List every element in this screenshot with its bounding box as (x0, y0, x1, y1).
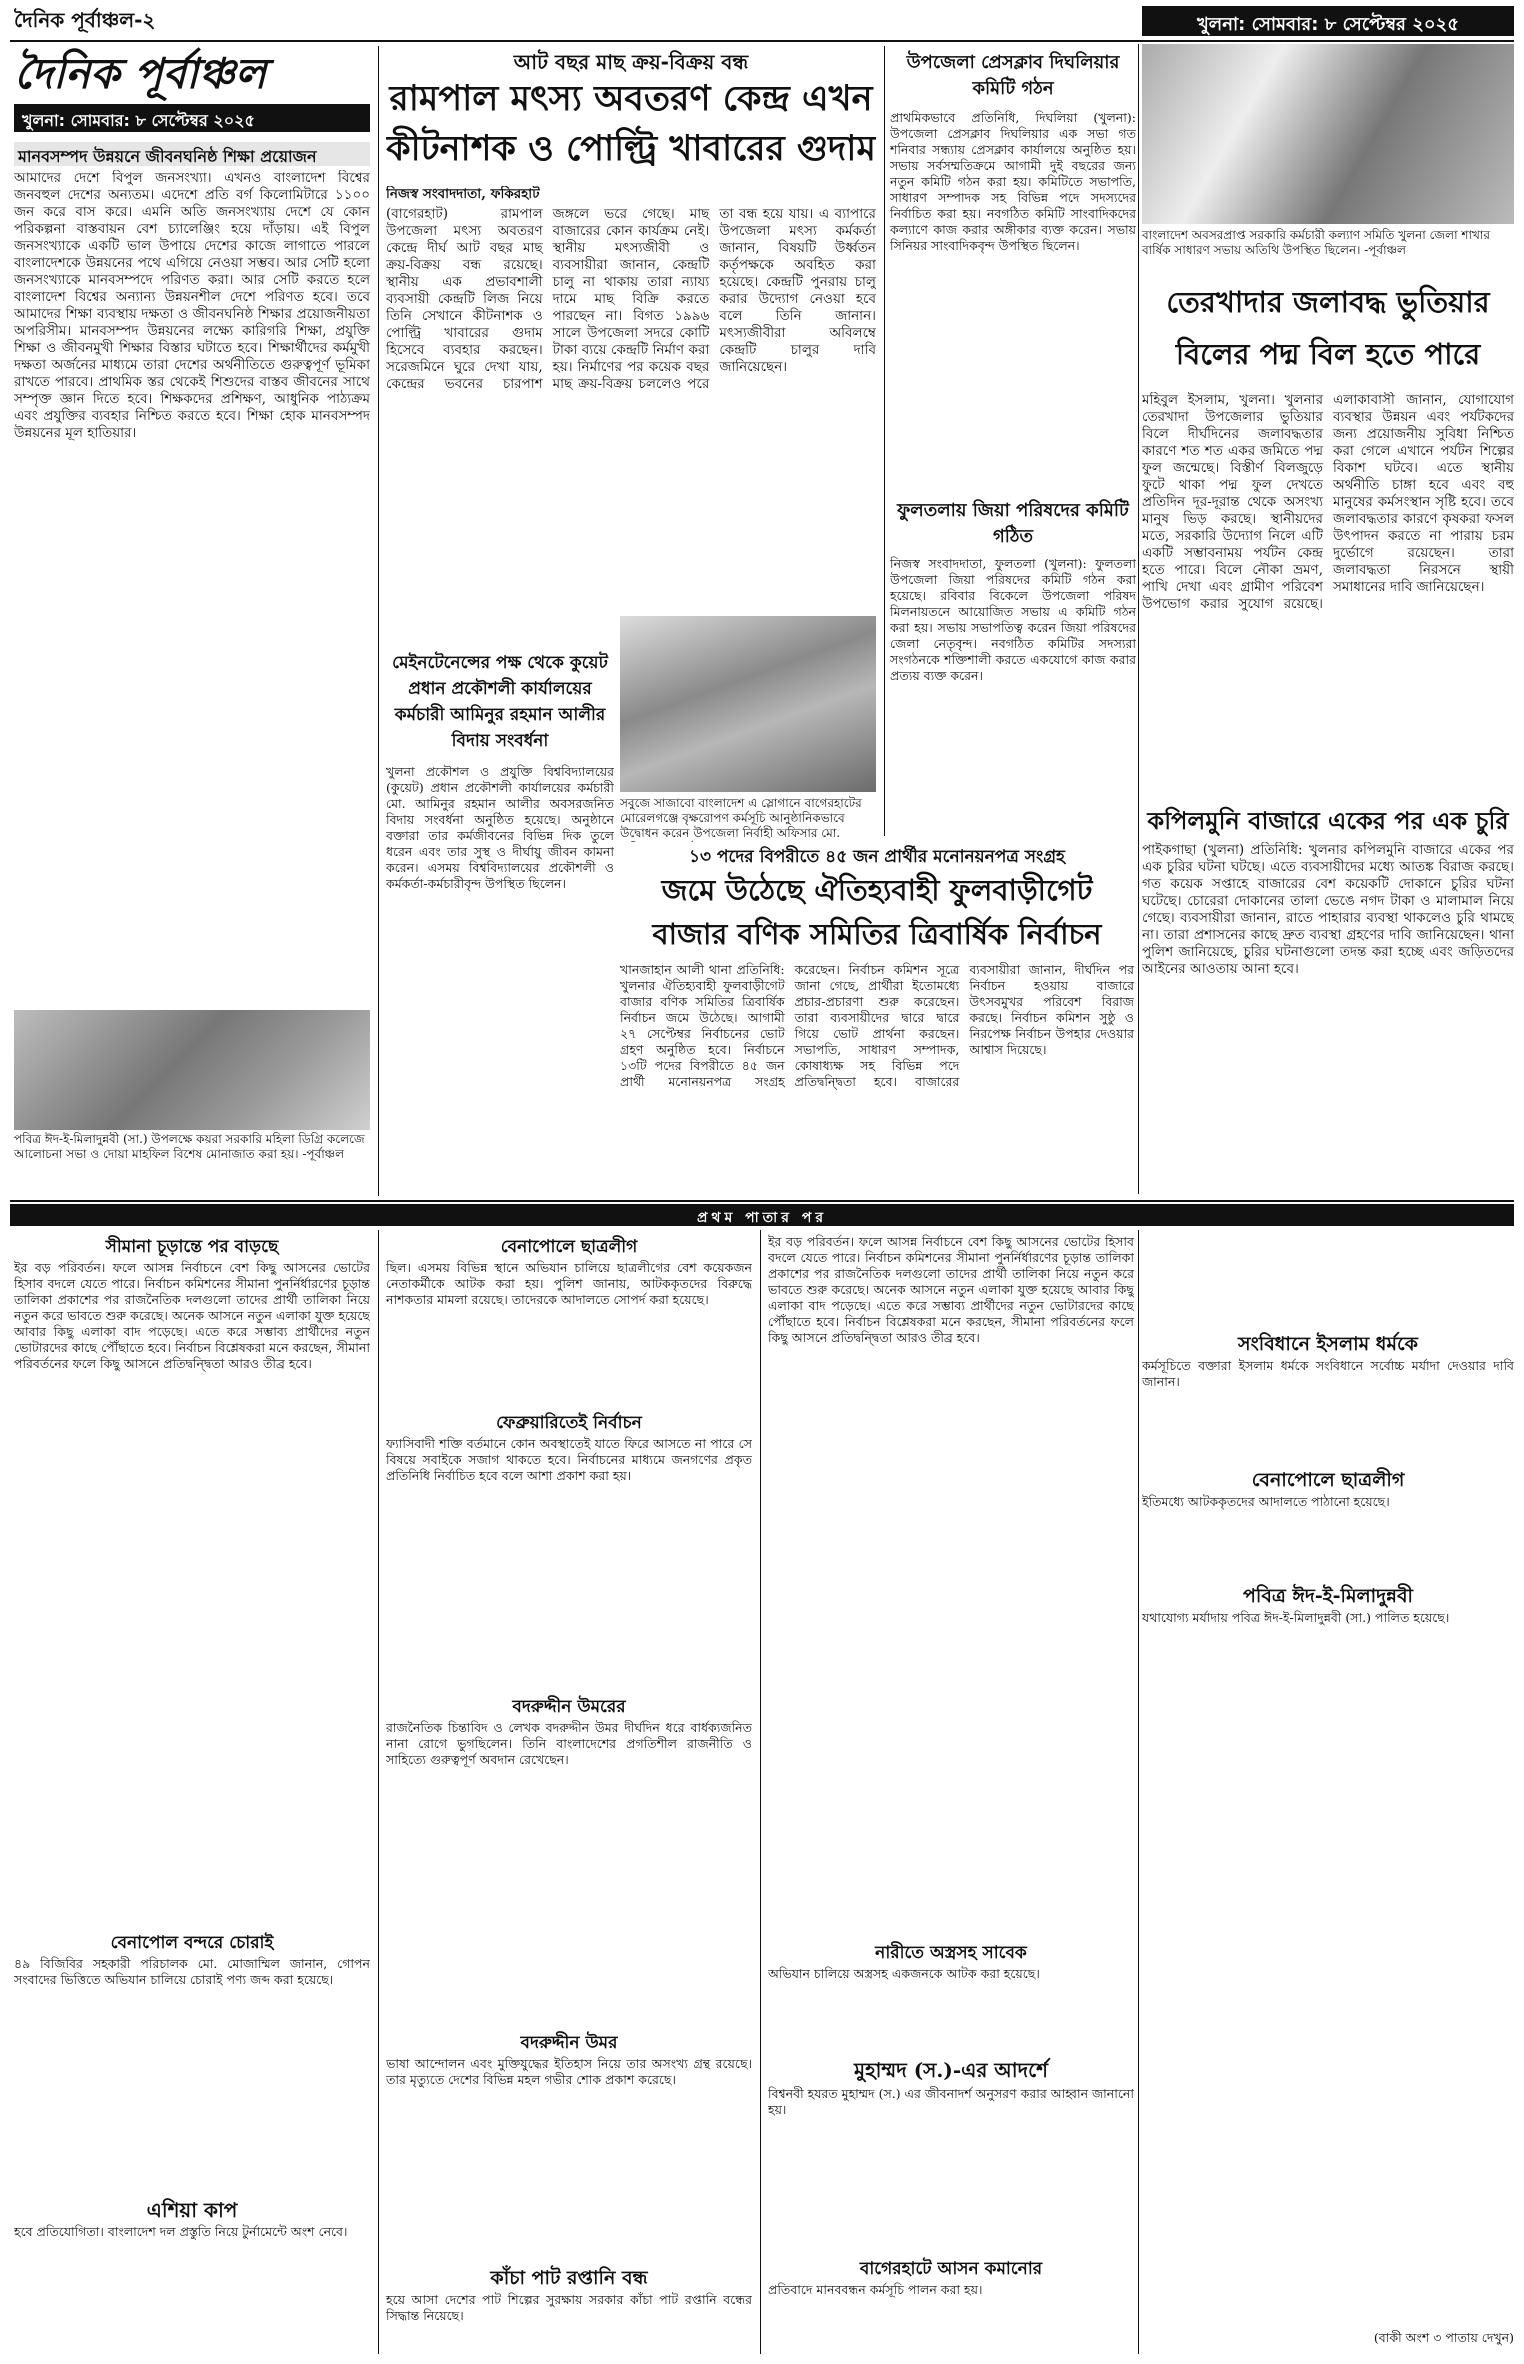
cont-col3-body: ইর বড় পরিবর্তন। ফলে আসন্ন নির্বাচনে বেশ কিছু আসনের ভোটের হিসাব বদলে যেতে পারে। নির্বাচন কমিশনের সীমানা পুনর্নির্ধারণের চূড়ান্ত তালিকা প্রকাশের পর রাজনৈতিক দলগুলো তাদের প্রার্থী তালিকা নিয়ে নতুন করে ভাবতে শুরু করেছে। অনেক আসনে নতুন এলাকা যুক্ত হয়েছে আবার কিছু এলাকা বাদ পড়েছে। এতে করে সম্ভাব্য প্রার্থীদের নতুন ভোটারদের কাছে পৌঁছাতে হবে। নির্বাচন বিশ্লেষকরা মনে করছেন, সীমানা পরিবর্তনের ফলে কিছু আসনে প্রতিদ্বন্দ্বিতা আরও তীব্র হবে। (768, 1234, 1134, 1345)
editorial-body: আমাদের দেশে বিপুল জনসংখ্যা। এখনও বাংলাদেশ বিশ্বের জনবহুল দেশের অন্যতম। এদেশে প্রতি বর্গ কিলোমিটারে ১১০০ জন করে বাস করে। এমনি অতি জনসংখ্যায় দেশে যে কোন পরিকল্পনা বাস্তবায়ন বেশ চ্যালেঞ্জিং হয়ে দাঁড়ায়। এই বিপুল জনসংখ্যাকে একটি ভাল উপায়ে দেশের কাজে লাগাতে পারলে বাংলাদেশকে উন্নয়নের পথে এগিয়ে নেওয়া সম্ভব। আর সেটি হলো জনসংখ্যাকে মানবসম্পদে পরিণত করা। আর সেটি করতে হলে বাংলাদেশ বিশ্বের অন্যান্য উন্নয়নশীল দেশে পরিণত হবে। তবে আমাদের শিক্ষা ব্যবস্থায় দক্ষতা ও জীবনঘনিষ্ঠ শিক্ষার প্রয়োজনীয়তা অপরিসীম। মানবসম্পদ উন্নয়নের লক্ষ্যে কারিগরি শিক্ষা, প্রযুক্তি শিক্ষা ও জীবনমুখী শিক্ষার বিস্তার ঘটাতে হবে। শিক্ষার্থীদের কর্মমুখী দক্ষতা অর্জনের মাধ্যমে তারা দেশের অর্থনীতিতে গুরুত্বপূর্ণ ভূমিকা রাখতে পারবে। প্রাথমিক স্তর থেকেই শিশুদের বাস্তব জীবনের সাথে সম্পৃক্ত জ্ঞান দিতে হবে। শিক্ষকদের প্রশিক্ষণ, আধুনিক পাঠ্যক্রম এবং প্রযুক্তির ব্যবহার নিশ্চিত করতে হবে। শিক্ষা হোক মানবসম্পদ উন্নয়নের মূল হাতিয়ার। (14, 170, 370, 441)
phultala-title: ফুলতলায় জিয়া পরিষদের কমিটি গঠিত (897, 500, 1129, 547)
press-club-title: উপজেলা প্রেসক্লাব দিঘলিয়ার কমিটি গঠন (906, 52, 1120, 99)
kuet-body: খুলনা প্রকৌশল ও প্রযুক্তি বিশ্ববিদ্যালয়ের (কুয়েট) প্রধান প্রকৌশলী কার্যালয়ের কর্মচারী মো. আমিনুর রহমান আলীর অবসরজনিত বিদায় সংবর্ধনা অনুষ্ঠিত হয়েছে। অনুষ্ঠানে বক্তারা তার কর্মজীবনের বিভিন্ন দিক তুলে ধরেন এবং তার সুস্থ ও দীর্ঘায়ু জীবন কামনা করেন। এসময় বিশ্ববিদ্যালয়ের প্রকৌশলী ও কর্মকর্তা-কর্মচারীবৃন্দ উপস্থিত ছিলেন। (386, 764, 614, 891)
date-strip: খুলনা: সোমবার: ৮ সেপ্টেম্বর ২০২৫ (14, 104, 370, 132)
page-label: দৈনিক পূর্বাঞ্চল-২ (14, 8, 156, 32)
election-body: খানজাহান আলী থানা প্রতিনিধি: খুলনার ঐতিহ্যবাহী ফুলবাড়ীগেট বাজার বণিক সমিতির ত্রিবার্ষিক নির্বাচন জমে উঠেছে। আগামী ২৭ সেপ্টেম্বর নির্বাচনের ভোট গ্রহণ অনুষ্ঠিত হবে। নির্বাচনে ১৩টি পদের বিপরীতে ৪৫ জন প্রার্থী মনোনয়নপত্র সংগ্রহ করেছেন। নির্বাচন কমিশন সূত্রে জানা গেছে, প্রার্থীরা ইতোমধ্যে প্রচার-প্রচারণা শুরু করেছেন। তারা ব্যবসায়ীদের দ্বারে দ্বারে গিয়ে ভোট প্রার্থনা করছেন। সভাপতি, সাধারণ সম্পাদক, কোষাধ্যক্ষ সহ বিভিন্ন পদে প্রতিদ্বন্দ্বিতা হবে। বাজারের ব্যবসায়ীরা জানান, দীর্ঘদিন পর নির্বাচন হওয়ায় বাজারে উৎসবমুখর পরিবেশ বিরাজ করছে। নির্বাচন কমিশন সুষ্ঠু ও নিরপেক্ষ নির্বাচন উপহার দেওয়ার আশ্বাস দিয়েছে। (620, 962, 1134, 1089)
lead-photo (620, 616, 876, 792)
cont-1-body: ইর বড় পরিবর্তন। ফলে আসন্ন নির্বাচনে বেশ কিছু আসনের ভোটের হিসাব বদলে যেতে পারে। নির্বাচন কমিশনের সীমানা পুনর্নির্ধারণের চূড়ান্ত তালিকা প্রকাশের পর রাজনৈতিক দলগুলো তাদের প্রার্থী তালিকা নিয়ে নতুন করে ভাবতে শুরু করেছে। অনেক আসনে নতুন এলাকা যুক্ত হয়েছে আবার কিছু এলাকা বাদ পড়েছে। এতে করে সম্ভাব্য প্রার্থীদের নতুন ভোটারদের কাছে পৌঁছাতে হবে। নির্বাচন বিশ্লেষকরা মনে করছেন, সীমানা পরিবর্তনের ফলে কিছু আসনে প্রতিদ্বন্দ্বিতা আরও তীব্র হবে। (14, 1260, 370, 1371)
lead-photo-caption: সবুজে সাজাবো বাংলাদেশ এ স্লোগানে বাগেরহাটের মোরেলগঞ্জে বৃক্ষরোপণ কর্মসূচি আনুষ্ঠানিকভাবে উদ্বোধন করেন উপজেলা নির্বাহী অফিসার মো. (620, 796, 862, 840)
cont-7-body: হবে প্রতিযোগিতা। বাংলাদেশ দল প্রস্তুতি নিয়ে টুর্নামেন্টে অংশ নেবে। (14, 2224, 348, 2239)
cont-12-title: সংবিধানে ইসলাম ধর্মকে (1238, 1333, 1418, 1355)
kapilmuni-title: কপিলমুনি বাজারে একের পর এক চুরি (1147, 806, 1509, 835)
cont-10-body: বিশ্বনবী হযরত মুহাম্মদ (স.) এর জীবনাদর্শ অনুসরণ করার আহ্বান জানানো হয়। (768, 2086, 1134, 2117)
editorial-title: মানবসম্পদ উন্নয়নে জীবনঘনিষ্ঠ শিক্ষা প্রয়োজন (14, 142, 370, 166)
cont-13-body: ইতিমধ্যে আটককৃতদের আদালতে পাঠানো হয়েছে। (1142, 1494, 1390, 1509)
press-club-body: প্রাথমিকভাবে প্রতিনিধি, দিঘলিয়া (খুলনা): উপজেলা প্রেসক্লাব দিঘলিয়ার এক সভা গত শনিবার সন্ধ্যায় প্রেসক্লাব কার্যালয়ে অনুষ্ঠিত হয়। সভায় সর্বসম্মতিক্রমে আগামী দুই বছরের জন্য নতুন কমিটি গঠন করা হয়। কমিটিতে সভাপতি, সাধারণ সম্পাদক সহ বিভিন্ন পদে সদস্যদের নির্বাচিত করা হয়। নবগঠিত কমিটি সাংবাদিকদের কল্যাণে কাজ করার অঙ্গীকার ব্যক্ত করেন। সভায় সিনিয়র সাংবাদিকবৃন্দ উপস্থিত ছিলেন। (890, 110, 1136, 253)
election-headline: জমে উঠেছে ঐতিহ্যবাহী ফুলবাড়ীগেট বাজার বণিক সমিতির ত্রিবার্ষিক নির্বাচন (652, 873, 1102, 951)
cont-1-title: সীমানা চূড়ান্তে পর বাড়ছে (105, 1237, 279, 1257)
editorial-photo-caption: পবিত্র ঈদ-ই-মিলাদুন্নবী (সা.) উপলক্ষে কয়রা সরকারি মহিলা ডিগ্রি কলেজে আলোচনা সভা ও দোয়া মাহফিল বিশেষ মোনাজাত করা হয়। -পূর্বাঞ্চল (14, 1132, 365, 1161)
lead-body: (বাগেরহাট) রামপাল উপজেলা মৎস্য অবতরণ কেন্দ্রে দীর্ঘ আট বছর মাছ ক্রয়-বিক্রয় বন্ধ রয়েছে। স্থানীয় এক প্রভাবশালী ব্যবসায়ী কেন্দ্রটি লিজ নিয়ে তিনি সেখানে কীটনাশক ও পোল্ট্রি খাবারের গুদাম হিসেবে ব্যবহার করছেন। সরেজমিনে ঘুরে দেখা যায়, কেন্দ্রের ভবনের চারপাশ জঙ্গলে ভরে গেছে। মাছ বাজারের কোন কার্যক্রম নেই। স্থানীয় মৎস্যজীবী ও ব্যবসায়ীরা জানান, কেন্দ্রটি চালু না থাকায় তারা ন্যায্য দামে মাছ বিক্রি করতে পারছেন না। বিগত ১৯৯৬ সালে উপজেলা সদরে কোটি টাকা ব্যয়ে কেন্দ্রটি নির্মাণ করা হয়। নির্মাণের পর কয়েক বছর মাছ ক্রয়-বিক্রয় চললেও পরে তা বন্ধ হয়ে যায়। এ ব্যাপারে উপজেলা মৎস্য কর্মকর্তা জানান, বিষয়টি উর্ধ্বতন কর্তৃপক্ষকে অবহিত করা হয়েছে। কেন্দ্রটি পুনরায় চালু করার উদ্যোগ নেওয়া হবে বলে তিনি জানান। মৎস্যজীবীরা অবিলম্বে কেন্দ্রটি চালুর দাবি জানিয়েছেন। (386, 206, 876, 392)
cont-4-title: বদরুদ্দীন উমরের (512, 1697, 626, 1717)
newspaper-logo: দৈনিক পূর্বাঞ্চল (14, 49, 267, 98)
kapilmuni-body: পাইকগাছা (খুলনা) প্রতিনিধি: খুলনার কপিলমুনি বাজারে একের পর এক চুরির ঘটনা ঘটছে। এতে ব্যবসায়ীদের মধ্যে আতঙ্ক বিরাজ করছে। গত কয়েক সপ্তাহে বাজারের বেশ কয়েকটি দোকানে চুরির ঘটনা ঘটেছে। চোরেরা দোকানের তালা ভেঙে নগদ টাকা ও মালামাল নিয়ে গেছে। ব্যবসায়ীরা জানান, রাতে পাহারার ব্যবস্থা থাকলেও চুরি থামছে না। তারা প্রশাসনের কাছে দ্রুত ব্যবস্থা গ্রহণের দাবি জানিয়েছেন। থানা পুলিশ জানিয়েছে, চুরির ঘটনাগুলো তদন্ত করা হচ্ছে এবং জড়িতদের আইনের আওতায় আনা হবে। (1142, 842, 1514, 977)
cont-12-body: কর্মসূচিতে বক্তারা ইসলাম ধর্মকে সংবিধানে সর্বোচ্চ মর্যাদা দেওয়ার দাবি জানান। (1142, 1358, 1514, 1389)
flood-body: মহিবুল ইসলাম, খুলনা। খুলনার তেরখাদা উপজেলার ভুতিয়ার বিলে দীর্ঘদিনের জলাবদ্ধতার কারণে শত শত একর জমিতে পদ্ম ফুল জন্মেছে। বিস্তীর্ণ বিলজুড়ে ফুটে থাকা পদ্ম ফুল দেখতে প্রতিদিন দূর-দূরান্ত থেকে অসংখ্য মানুষ ভিড় করছে। স্থানীয়দের মতে, সরকারি উদ্যোগ নিলে এটি একটি সম্ভাবনাময় পর্যটন কেন্দ্র হতে পারে। বিলে নৌকা ভ্রমণ, পাখি দেখা এবং গ্রামীণ পরিবেশ উপভোগ করার সুযোগ রয়েছে। এলাকাবাসী জানান, যোগাযোগ ব্যবস্থার উন্নয়ন এবং পর্যটকদের জন্য প্রয়োজনীয় সুবিধা নিশ্চিত করা গেলে এখানে পর্যটন শিল্পের বিকাশ ঘটবে। এতে স্থানীয় অর্থনীতি চাঙ্গা হবে এবং বহু মানুষের কর্মসংস্থান সৃষ্টি হবে। তবে জলাবদ্ধতার কারণে কৃষকরা ফসল উৎপাদন করতে না পারায় চরম দুর্ভোগে রয়েছেন। তারা জলাবদ্ধতা নিরসনে স্থায়ী সমাধানের দাবি জানিয়েছেন। (1142, 392, 1514, 612)
date-header: খুলনা: সোমবার: ৮ সেপ্টেম্বর ২০২৫ (1142, 6, 1514, 36)
lead-headline: রামপাল মৎস্য অবতরণ কেন্দ্র এখন কীটনাশক ও পোল্ট্রি খাবারের গুদাম (386, 78, 876, 169)
cont-4-body: রাজনৈতিক চিন্তাবিদ ও লেখক বদরুদ্দীন উমর দীর্ঘদিন ধরে বার্ধক্যজনিত নানা রোগে ভুগছিলেন। তিনি বাংলাদেশের প্রগতিশীল রাজনীতি ও সাহিত্যে গুরুত্বপূর্ণ অবদান রেখেছেন। (386, 1720, 752, 1767)
cont-14-title: পবিত্র ঈদ-ই-মিলাদুন্নবী (1242, 1585, 1413, 1607)
cont-13-title: বেনাপোলে ছাত্রলীগ (1251, 1469, 1405, 1491)
cont-11-body: প্রতিবাদে মানববন্ধন কর্মসূচি পালন করা হয়। (768, 2282, 983, 2297)
cont-9-title: নারীতে অস্ত্রসহ সাবেক (875, 1943, 1027, 1963)
cont-9-body: অভিযান চালিয়ে অস্ত্রসহ একজনকে আটক করা হয়েছে। (768, 1966, 1040, 1981)
cont-11-title: বাগেরহাটে আসন কমানোর (859, 2259, 1043, 2279)
editorial-photo (14, 1010, 370, 1130)
cont-3-body: ফ্যাসিবাদী শক্তি বর্তমানে কোন অবস্থাতেই যাতে ফিরে আসতে না পারে সে বিষয়ে সবাইকে সজাগ থাকতে হবে। নির্বাচনের মাধ্যমে জনগণের প্রকৃত প্রতিনিধি নির্বাচিত হবে বলে আশা প্রকাশ করা হয়। (386, 1436, 752, 1483)
election-kicker: ১৩ পদের বিপরীতে ৪৫ জন প্রার্থীর মনোনয়নপত্র সংগ্রহ (689, 847, 1065, 867)
cont-6-body: ৪৯ বিজিবির সহকারী পরিচালক মো. মোজাম্মিল জানান, গোপন সংবাদের ভিত্তিতে অভিযান চালিয়ে চোরাই পণ্য জব্দ করা হয়েছে। (14, 1956, 370, 1987)
cont-5-body: ভাষা আন্দোলন এবং মুক্তিযুদ্ধের ইতিহাস নিয়ে তার অসংখ্য গ্রন্থ রয়েছে। তার মৃত্যুতে দেশের বিভিন্ন মহল গভীর শোক প্রকাশ করেছে। (386, 2056, 752, 2087)
phultala-body: নিজস্ব সংবাদদাতা, ফুলতলা (খুলনা): ফুলতলা উপজেলা জিয়া পরিষদের কমিটি গঠন করা হয়েছে। রবিবার বিকেলে উপজেলা পরিষদ মিলনায়তনে আয়োজিত সভায় এ কমিটি গঠন করা হয়। সভায় সভাপতিত্ব করেন জিয়া পরিষদের জেলা নেতৃবৃন্দ। নবগঠিত কমিটির সদস্যরা সংগঠনকে শক্তিশালী করতে একযোগে কাজ করার প্রত্যয় ব্যক্ত করেন। (890, 556, 1136, 683)
continued-divider: প্রথম পাতার পর (10, 1204, 1514, 1226)
cont-8-title: কাঁচা পাট রপ্তানি বন্ধ (490, 2267, 648, 2289)
cont-10-title: মুহাম্মদ (স.)-এর আদর্শে (853, 2058, 1049, 2082)
flood-title: তেরখাদার জলাবদ্ধ ভুতিয়ার বিলের পদ্ম বিল হতে পারে (1166, 285, 1490, 371)
cont-8-body: হয়ে আসা দেশের পাট শিল্পের সুরক্ষায় সরকার কাঁচা পাট রপ্তানি বন্ধের সিদ্ধান্ত নিয়েছে। (386, 2292, 752, 2323)
cont-2-title: বেনাপোলে ছাত্রলীগ (500, 1237, 638, 1257)
lead-kicker: আট বছর মাছ ক্রয়-বিক্রয় বন্ধ (513, 50, 749, 74)
continued-footer-note: (বাকী অংশ ৩ পাতায় দেখুন) (1373, 2330, 1514, 2345)
cont-5-title: বদরুদ্দীন উমর (520, 2033, 618, 2053)
kuet-title: মেইনটেনেন্সের পক্ষ থেকে কুয়েট প্রধান প্রকৌশলী কার্যালয়ের কর্মচারী আমিনুর রহমান আলীর বিদায় সংবর্ধনা (392, 653, 608, 751)
cont-6-title: বেনাপোল বন্দরে চোরাই (110, 1933, 274, 1953)
cont-14-body: যথাযোগ্য মর্যাদায় পবিত্র ঈদ-ই-মিলাদুন্নবী (সা.) পালিত হয়েছে। (1142, 1610, 1450, 1625)
cont-3-title: ফেব্রুয়ারিতেই নির্বাচন (496, 1413, 642, 1433)
lead-byline: নিজস্ব সংবাদদাতা, ফকিরহাট (386, 186, 540, 202)
cont-7-title: এশিয়া কাপ (146, 2198, 238, 2222)
right-top-photo-caption: বাংলাদেশ অবসরপ্রাপ্ত সরকারি কর্মচারী কল্যাণ সমিতি খুলনা জেলা শাখার বার্ষিক সাধারণ সভায় অতিথি উপস্থিত ছিলেন। -পূর্বাঞ্চল (1142, 228, 1490, 257)
cont-2-body: ছিল। এসময় বিভিন্ন স্থানে অভিযান চালিয়ে ছাত্রলীগের বেশ কয়েকজন নেতাকর্মীকে আটক করা হয়। পুলিশ জানায়, আটককৃতদের বিরুদ্ধে নাশকতার মামলা রয়েছে। তাদেরকে আদালতে সোপর্দ করা হয়েছে। (386, 1260, 752, 1307)
right-top-photo (1142, 44, 1514, 224)
